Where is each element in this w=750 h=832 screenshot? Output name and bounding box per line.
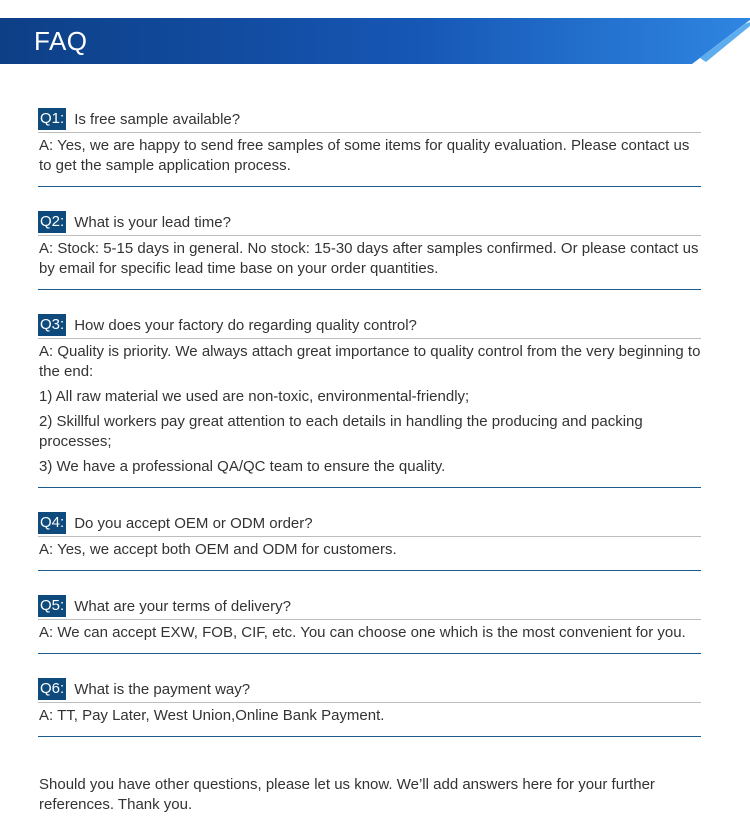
question-text: How does your factory do regarding quality control?: [74, 316, 417, 334]
answer: [38, 239, 701, 279]
answer-paragraph: 2) Skillful workers pay great attention to each details in handling the producing and packing processes;: [39, 413, 643, 450]
answer-paragraph: A: Yes, we are happy to send free samples of some items for quality evaluation. Please contact us to get the sample application process.: [39, 137, 690, 174]
answer: [38, 706, 701, 726]
question-divider: [38, 338, 701, 339]
question-row: [38, 595, 701, 617]
answer: [38, 623, 701, 643]
question-text: What is the payment way?: [74, 680, 251, 698]
question-text: Is free sample available?: [74, 110, 241, 128]
footer-note: Should you have other questions, please let us know. We’ll add answers here for your further references. Thank you.: [39, 776, 655, 813]
answer-paragraph: 1) All raw material we used are non-toxic, environmental-friendly;: [39, 388, 470, 405]
answer-paragraph: A: Yes, we accept both OEM and ODM for customers.: [39, 541, 397, 558]
question-badge: Q3:: [38, 314, 66, 336]
question-text: Do you accept OEM or ODM order?: [74, 514, 313, 532]
question-divider: [38, 619, 701, 620]
question-text: What is your lead time?: [74, 213, 231, 231]
page-title: FAQ: [34, 26, 88, 56]
question-row: [38, 512, 701, 534]
question-badge: Q1:: [38, 108, 66, 130]
question-row: [38, 678, 701, 700]
question-divider: [38, 235, 701, 236]
answer: [38, 540, 701, 560]
faq-item: [38, 108, 701, 187]
answer-paragraph: 3) We have a professional QA/QC team to ensure the quality.: [39, 458, 446, 475]
answer: [38, 342, 701, 477]
question-divider: [38, 536, 701, 537]
faq-item: [38, 512, 701, 571]
banner-background: [0, 18, 750, 64]
faq-item: [38, 678, 701, 737]
question-text: What are your terms of delivery?: [74, 597, 291, 615]
question-badge: Q5:: [38, 595, 66, 617]
question-badge: Q2:: [38, 211, 66, 233]
question-row: [38, 314, 701, 336]
question-divider: [38, 702, 701, 703]
answer: [38, 136, 701, 176]
question-badge: Q4:: [38, 512, 66, 534]
faq-item: [38, 211, 701, 290]
answer-paragraph: A: We can accept EXW, FOB, CIF, etc. You can choose one which is the most convenient for you.: [39, 624, 686, 641]
answer-paragraph: A: TT, Pay Later, West Union,Online Bank Payment.: [39, 707, 385, 724]
answer-paragraph: A: Stock: 5-15 days in general. No stock: 15-30 days after samples confirmed. Or please contact us by email for specific lead time base on your order quantities.: [39, 240, 699, 277]
faq-banner: [0, 18, 750, 64]
answer-paragraph: A: Quality is priority. We always attach great importance to quality control from the very beginning to the end:: [39, 343, 701, 380]
faq-item: [38, 314, 701, 488]
faq-list: [38, 108, 701, 761]
faq-item: [38, 595, 701, 654]
question-row: [38, 108, 701, 130]
question-divider: [38, 132, 701, 133]
question-row: [38, 211, 701, 233]
question-badge: Q6:: [38, 678, 66, 700]
